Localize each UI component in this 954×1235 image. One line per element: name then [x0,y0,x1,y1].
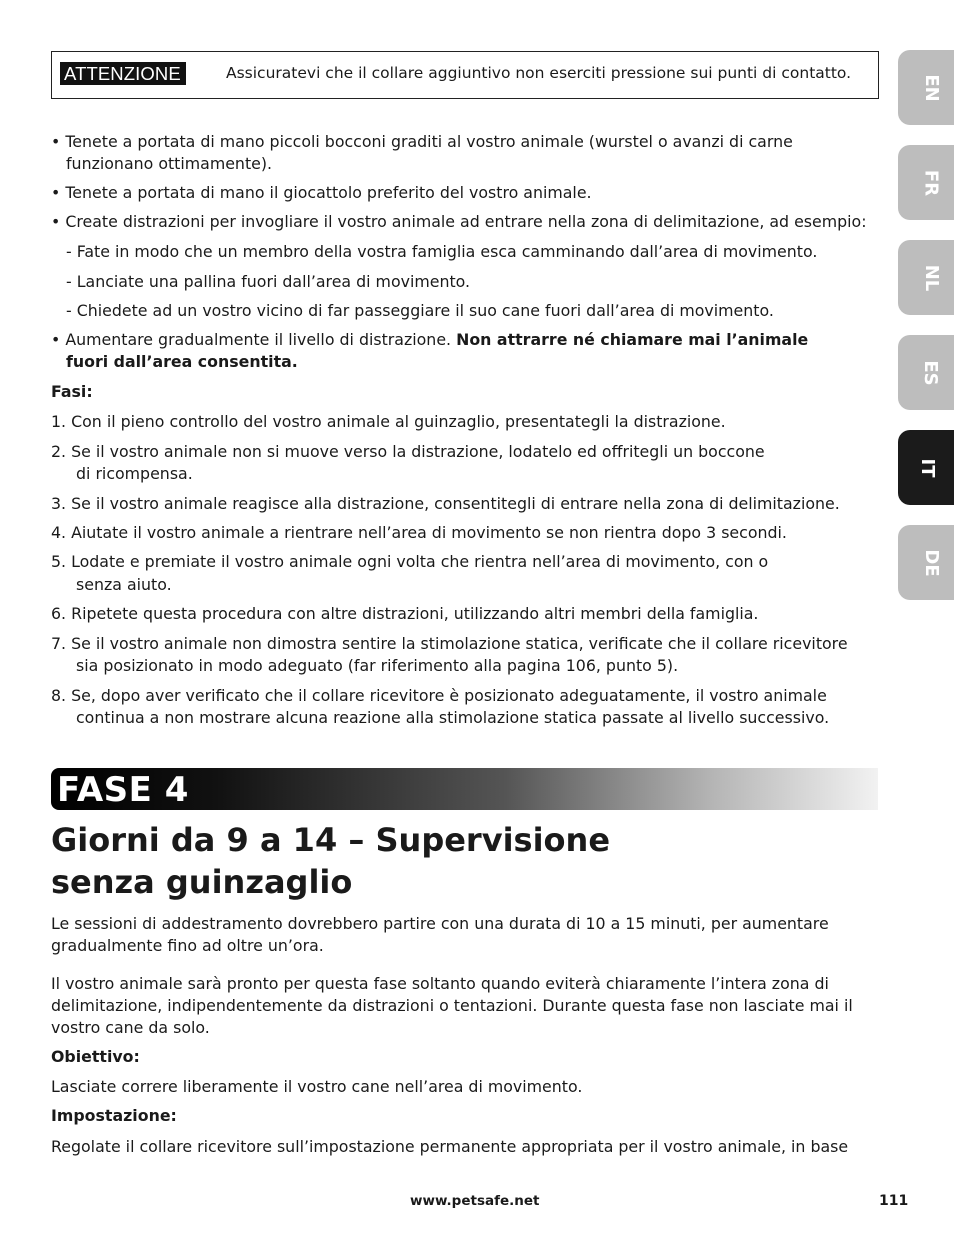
bullet-3-sub-1: - Fate in modo che un membro della vostra famiglia esca camminando dall’area di movimento. [66,242,818,261]
step-7-line-2: sia posizionato in modo adeguato (far riferimento alla pagina 106, punto 5). [76,656,679,675]
bullet-4-line-1 [51,329,808,351]
step-3: 3. Se il vostro animale reagisce alla distrazione, consentitegli di entrare nella zona di delimitazione. [51,494,840,513]
setting-heading: Impostazione: [51,1106,177,1125]
tab-fr[interactable] [898,145,954,220]
step-8-line-2: continua a non mostrare alcuna reazione alla stimolazione statica passate al livello successivo. [76,708,830,727]
objective-heading: Obiettivo: [51,1047,140,1066]
setting-text: Regolate il collare ricevitore sull’impostazione permanente appropriata per il vostro animale, in base [51,1137,849,1156]
tab-de-label: DE [921,548,943,577]
tab-en-label: EN [921,73,943,102]
step-4: 4. Aiutate il vostro animale a rientrare nell’area di movimento se non rientra dopo 3 secondi. [51,523,787,542]
bullet-2: • Tenete a portata di mano il giocattolo preferito del vostro animale. [51,183,592,202]
step-7-line-1: 7. Se il vostro animale non dimostra sentire la stimolazione statica, verificate che il collare ricevitore [51,634,848,653]
tab-nl-label: NL [920,264,942,291]
steps-heading: Fasi: [51,382,93,401]
tab-en[interactable] [898,50,954,125]
bullet-4-normal: • Aumentare gradualmente il livello di distrazione. [51,330,457,349]
step-2-line-1: 2. Se il vostro animale non si muove verso la distrazione, lodatelo ed offritegli un boccone [51,442,765,461]
tab-fr-label: FR [920,169,942,196]
warning-text: Assicuratevi che il collare aggiuntivo non eserciti pressione sui punti di contatto. [226,64,852,82]
tab-es-label: ES [920,359,942,386]
bullet-3-sub-3: - Chiedete ad un vostro vicino di far passeggiare il suo cane fuori dall’area di movimento. [66,301,774,320]
step-1: 1. Con il pieno controllo del vostro animale al guinzaglio, presentategli la distrazione. [51,412,726,431]
tab-it-label: IT [916,458,938,477]
paragraph-2-line-1: Il vostro animale sarà pronto per questa fase soltanto quando eviterà chiaramente l’intera zona di [51,974,829,993]
bullet-3-sub-2: - Lanciate una pallina fuori dall’area di movimento. [66,272,471,291]
step-8-line-1: 8. Se, dopo aver verificato che il collare ricevitore è posizionato adeguatamente, il vostro animale [51,686,827,705]
tab-es[interactable] [898,335,954,410]
page-number: 111 [879,1193,909,1209]
phase-banner-label: FASE 4 [57,770,189,810]
bullet-1-line-1: • Tenete a portata di mano piccoli bocconi graditi al vostro animale (wurstel o avanzi di carne [51,132,793,151]
bullet-3: • Create distrazioni per invogliare il vostro animale ad entrare nella zona di delimitazione, ad esempio: [51,212,867,231]
step-5-line-2: senza aiuto. [76,575,172,594]
phase-title-line-2: senza guinzaglio [51,863,353,901]
phase-title-line-1: Giorni da 9 a 14 – Supervisione [51,821,611,859]
bullet-4-bold: Non attrarre né chiamare mai l’animale [456,330,809,349]
bullet-1-line-2: funzionano ottimamente). [66,154,273,173]
paragraph-1-line-2: gradualmente fino ad oltre un’ora. [51,936,324,955]
step-5-line-1: 5. Lodate e premiate il vostro animale ogni volta che rientra nell’area di movimento, con o [51,552,769,571]
bullet-4-line-2: fuori dall’area consentita. [66,352,298,371]
paragraph-2-line-3: vostro cane da solo. [51,1018,210,1037]
tab-it[interactable] [898,430,954,505]
step-6: 6. Ripetete questa procedura con altre distrazioni, utilizzando altri membri della famiglia. [51,604,759,623]
step-2-line-2: di ricompensa. [76,464,193,483]
objective-text: Lasciate correre liberamente il vostro cane nell’area di movimento. [51,1077,583,1096]
warning-box [51,51,879,99]
footer-url[interactable]: www.petsafe.net [410,1193,540,1209]
tab-de[interactable] [898,525,954,600]
phase-banner [51,768,878,810]
paragraph-2-line-2: delimitazione, indipendentemente da distrazioni o tentazioni. Durante questa fase non lasciate mai il [51,996,853,1015]
paragraph-1-line-1: Le sessioni di addestramento dovrebbero partire con una durata di 10 a 15 minuti, per aumentare [51,914,829,933]
warning-label: ATTENZIONE [60,62,186,85]
tab-nl[interactable] [898,240,954,315]
